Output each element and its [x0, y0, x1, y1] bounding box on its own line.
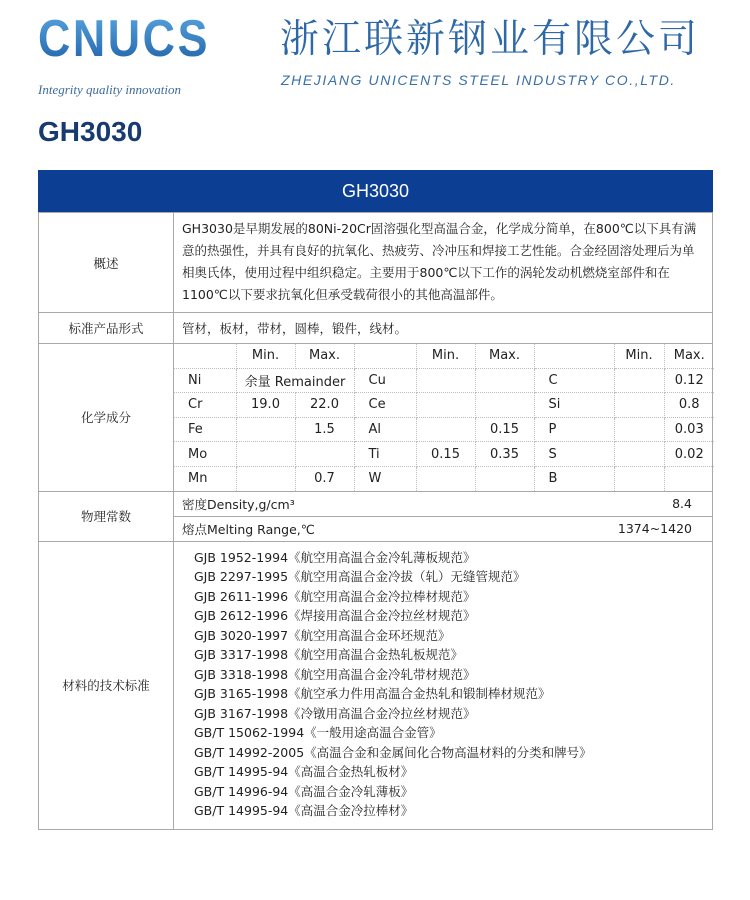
- density-label: 密度Density,g/cm³: [174, 492, 503, 517]
- standard-item: GJB 3020-1997《航空用高温合金环坯规范》: [194, 627, 451, 643]
- overview-text: GH3030是早期发展的80Ni-20Cr固溶强化型高温合金，化学成分简单，在800℃以下具有满意的热强性，并具有良好的抗氧化、热疲劳、冷冲压和焊接工艺性能。合金经固溶处理后为单相奥氏体，使用过程中组织稳定。主要用于800℃以下工作的涡轮发动机燃烧室部件和在1100℃以下要求抗氧化但承受载荷很小的其他高温部件。: [174, 213, 713, 313]
- element-symbol: S: [534, 442, 614, 467]
- table-title: GH3030: [341, 180, 410, 201]
- standard-item: GJB 1952-1994《航空用高温合金冷轧薄板规范》: [194, 549, 476, 565]
- min-value: [614, 442, 664, 467]
- max-header: Max.: [475, 344, 534, 368]
- max-value: 0.7: [295, 466, 354, 490]
- standard-item: GJB 3165-1998《航空承力件用高温合金热轧和锻制棒材规范》: [194, 686, 551, 702]
- element-symbol: Ti: [354, 442, 416, 467]
- company-name-en: ZHEJIANG UNICENTS STEEL INDUSTRY CO.,LTD.: [281, 72, 676, 88]
- max-value: 22.0: [295, 393, 354, 418]
- max-value: 0.02: [664, 442, 714, 467]
- element-symbol: Mn: [174, 466, 236, 490]
- element-symbol: Fe: [174, 417, 236, 442]
- standard-item: GB/T 15062-1994《一般用途高温合金管》: [194, 725, 442, 741]
- composition-row-fe: [174, 417, 714, 442]
- forms-label: 标准产品形式: [39, 313, 174, 344]
- min-value: 19.0: [236, 393, 295, 418]
- standard-item: GJB 2611-1996《航空用高温合金冷拉棒材规范》: [194, 588, 476, 604]
- element-symbol: Cu: [354, 368, 416, 393]
- max-value: 0.35: [475, 442, 534, 467]
- max-value: [295, 442, 354, 467]
- element-symbol: C: [534, 368, 614, 393]
- max-value: 0.8: [664, 393, 714, 418]
- physical-table: [174, 492, 712, 541]
- min-value: [614, 417, 664, 442]
- min-header: Min.: [614, 344, 664, 368]
- min-value: [236, 466, 295, 490]
- min-value: [416, 466, 475, 490]
- physical-label: 物理常数: [39, 491, 174, 541]
- overview-label: 概述: [39, 213, 174, 313]
- max-value: 0.03: [664, 417, 714, 442]
- composition-cell: [174, 344, 713, 492]
- standard-item: GB/T 14995-94《高温合金冷拉棒材》: [194, 803, 414, 819]
- max-value: [475, 393, 534, 418]
- max-header: Max.: [664, 344, 714, 368]
- element-symbol: Ce: [354, 393, 416, 418]
- element-symbol: P: [534, 417, 614, 442]
- company-logo: [38, 10, 213, 100]
- melting-row: [174, 516, 712, 541]
- max-value: 0.15: [475, 417, 534, 442]
- standard-item: GB/T 14992-2005《高温合金和金属间化合物高温材料的分类和牌号》: [194, 744, 592, 760]
- min-value: [416, 368, 475, 393]
- standard-item: GB/T 14996-94《高温合金冷轧薄板》: [194, 783, 414, 799]
- physical-cell: [174, 491, 713, 541]
- max-value: [475, 466, 534, 490]
- standard-item: GJB 3317-1998《航空用高温合金热轧板规范》: [194, 647, 464, 663]
- min-header: Min.: [236, 344, 295, 368]
- element-symbol: Mo: [174, 442, 236, 467]
- min-value: [614, 368, 664, 393]
- spec-sheet: [38, 170, 713, 830]
- page-title: GH3030: [38, 116, 143, 147]
- standards-list: [174, 541, 713, 829]
- max-value: 1.5: [295, 417, 354, 442]
- standard-item: GJB 3318-1998《航空用高温合金冷轧带材规范》: [194, 666, 476, 682]
- forms-text: 管材，板材，带材，圆棒，锻件，线材。: [174, 313, 713, 344]
- min-value: [236, 442, 295, 467]
- max-value: 0.12: [664, 368, 714, 393]
- company-name-cn: 浙江联新钢业有限公司: [280, 17, 701, 62]
- composition-row-cr: [174, 393, 714, 418]
- max-value: [664, 466, 714, 490]
- composition-row-mo: [174, 442, 714, 467]
- ni-remainder: 余量 Remainder: [236, 368, 354, 393]
- standard-item: GJB 3167-1998《冷镦用高温合金冷拉丝材规范》: [194, 705, 476, 721]
- min-value: [416, 393, 475, 418]
- density-row: [174, 492, 712, 517]
- physical-row: [39, 491, 713, 541]
- min-value: [236, 417, 295, 442]
- standard-item: GJB 2297-1995《航空用高温合金冷拔（轧）无缝管规范》: [194, 569, 526, 585]
- element-symbol: Cr: [174, 393, 236, 418]
- min-value: 0.15: [416, 442, 475, 467]
- table-title-bar: [38, 170, 713, 212]
- spec-table: [38, 212, 713, 830]
- melting-value: 1374~1420: [617, 521, 692, 537]
- min-value: [614, 393, 664, 418]
- overview-row: [39, 213, 713, 313]
- logo-wordmark: [38, 10, 213, 66]
- element-symbol: Si: [534, 393, 614, 418]
- composition-label: 化学成分: [39, 344, 174, 492]
- element-symbol: B: [534, 466, 614, 490]
- density-value: 8.4: [503, 492, 712, 517]
- element-symbol: Al: [354, 417, 416, 442]
- standard-item: GB/T 14995-94《高温合金热轧板材》: [194, 764, 414, 780]
- melting-label: 熔点Melting Range,℃: [182, 521, 315, 537]
- composition-header-row: [174, 344, 714, 368]
- composition-row-ni: [174, 368, 714, 393]
- min-header: Min.: [416, 344, 475, 368]
- min-value: [416, 417, 475, 442]
- composition-table: [174, 344, 714, 491]
- composition-row-mn: [174, 466, 714, 490]
- standards-row: [39, 541, 713, 829]
- logo-tagline: Integrity quality innovation: [38, 82, 181, 97]
- max-header: Max.: [295, 344, 354, 368]
- standard-item: GJB 2612-1996《焊接用高温合金冷拉丝材规范》: [194, 608, 476, 624]
- standards-label: 材料的技术标准: [39, 541, 174, 829]
- forms-row: [39, 313, 713, 344]
- element-symbol: Ni: [174, 368, 236, 393]
- min-value: [614, 466, 664, 490]
- logo-text: CNUCS: [38, 10, 210, 68]
- max-value: [475, 368, 534, 393]
- composition-row: [39, 344, 713, 492]
- element-symbol: W: [354, 466, 416, 490]
